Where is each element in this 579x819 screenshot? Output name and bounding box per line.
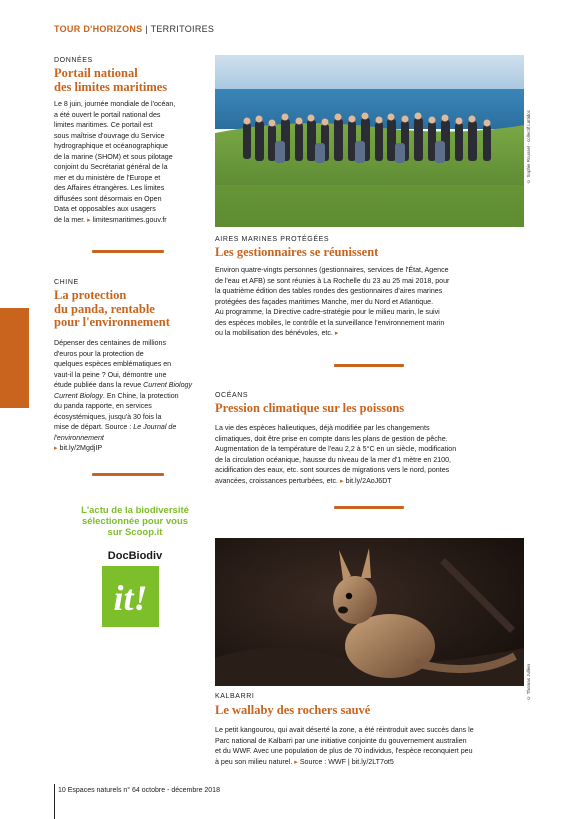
- divider: [334, 364, 404, 367]
- body-line: sous maîtrise d'ouvrage du Service: [54, 131, 165, 140]
- body-line: des espèces mobiles, le contrôle et la surveillance l'environnement marin: [215, 318, 445, 327]
- body-line: du panda rapporte, en services: [54, 402, 152, 410]
- body-line: mer et du ministère de l'Europe et: [54, 173, 161, 182]
- body-line: [54, 443, 206, 454]
- divider: [92, 250, 164, 253]
- side-tab: [0, 308, 29, 408]
- arrow-icon: ▸: [334, 329, 339, 337]
- arrow-icon: ▸: [87, 215, 91, 224]
- photo-credit: © Sophie Roussel - collectif Lattidoc: [526, 110, 531, 184]
- arrow-icon: ▸: [54, 444, 58, 452]
- body-line: de la marine (SHOM) et sous pilotage: [54, 152, 173, 161]
- kicker-oceans: OCÉANS: [215, 392, 249, 399]
- body-line: protégées des façades maritimes Manche, mer du Nord et Atlantique.: [215, 297, 434, 306]
- source-label: Source : WWF: [299, 757, 346, 766]
- footer-text: Espaces naturels n° 64 octobre - décembre 2018: [67, 787, 220, 794]
- headline-gestionnaires: Les gestionnaires se réunissent: [215, 245, 379, 259]
- body-portail: [54, 99, 206, 225]
- link-panda[interactable]: bit.ly/2MgdjIP: [59, 444, 103, 452]
- body-line: d'euros pour la protection de: [54, 349, 144, 358]
- body-line: hydrographique et océanographique: [54, 142, 168, 150]
- body-line: et du WWF. Avec une population de plus de 70 individus, l'espèce reconquiert peu: [215, 747, 473, 755]
- body-line: Le petit kangourou, qui avait déserté la zone, a été réintroduit avec succès dans le: [215, 726, 474, 734]
- body-panda: [54, 338, 206, 454]
- promo-line: sur Scoop.it: [107, 527, 163, 538]
- divider: [92, 473, 164, 476]
- body-line: Augmentation de la température de l'eau 2,2 à 5°C en un siècle, modification: [215, 445, 457, 453]
- body-line: diffusées sont désormais en Open: [54, 194, 162, 203]
- subsection-title: TERRITOIRES: [150, 24, 215, 34]
- body-line: de l'eau et AFB) se sont réunies à La Rochelle du 23 au 25 mai 2018, pour: [215, 276, 450, 285]
- arrow-icon: ▸: [340, 476, 344, 485]
- link-limites-maritimes[interactable]: limitesmaritimes.gouv.fr: [92, 215, 167, 224]
- headline-poissons: Pression climatique sur les poissons: [215, 401, 405, 415]
- body-line: conjoint du Secrétariat général de la: [54, 163, 168, 171]
- body-line: Parc national de Kalbarri par une initiative conjointe du gouvernement australien: [215, 736, 467, 745]
- kicker-kalbarri: KALBARRI: [215, 693, 255, 700]
- link-wallaby[interactable]: bit.ly/2LT7ot5: [351, 757, 394, 766]
- body-line: ou la mobilisation des bénévoles, etc. ▸: [215, 329, 339, 337]
- body-line: écosystémiques, jusqu'à 30 fois la: [54, 412, 162, 421]
- headline-line: des limites maritimes: [54, 79, 168, 94]
- scoopit-logo[interactable]: [102, 566, 159, 627]
- body-line: avancées, croissances perturbées, etc. ▸ bit.ly/2AoJ6DT: [215, 476, 392, 485]
- body-line: Le 8 juin, journée mondiale de l'océan,: [54, 100, 176, 108]
- body-line: Au programme, la Directive cadre-stratégie pour le milieu marin, le suivi: [215, 308, 440, 316]
- group-photo: [215, 55, 524, 227]
- body-wallaby: [215, 725, 525, 767]
- body-line: mise de départ. Source : Le Journal de l'environnement: [54, 423, 177, 442]
- body-line: quelques espèces emblématiques en: [54, 360, 172, 368]
- kicker-donnees: DONNÉES: [54, 57, 93, 64]
- page-number: 10: [58, 787, 66, 794]
- page-header: [54, 24, 214, 34]
- headline-panda: [54, 289, 214, 330]
- body-line: acidification des eaux, etc. sont sources de migrations vers le nord, pontes: [215, 466, 450, 474]
- body-line: à peu son milieu naturel. ▸ Source : WWF | bit.ly/2LT7ot5: [215, 757, 394, 766]
- body-line: climatiques, doit être prise en compte dans les plans de gestion de pêche.: [215, 434, 448, 443]
- body-line: Current Biology. En Chine, la protection: [54, 391, 179, 400]
- body-line: de la mer. ▸ limitesmaritimes.gouv.fr: [54, 215, 167, 224]
- body-line: Environ quatre-vingts personnes (gestionnaires, services de l'État, Agence: [215, 266, 449, 274]
- headline-portail: [54, 67, 214, 94]
- body-line: Data et opposables aux usagers: [54, 205, 156, 213]
- kicker-chine: CHINE: [54, 279, 79, 286]
- scoop-promo-text: [70, 505, 200, 538]
- wallaby-photo: [215, 538, 524, 686]
- body-line: Dépenser des centaines de millions: [54, 339, 166, 347]
- promo-line: L'actu de la biodiversité: [81, 505, 189, 516]
- body-line: la quatrième édition des tables rondes des gestionnaires d'aires marines: [215, 287, 443, 295]
- logo-text: it!: [113, 578, 148, 618]
- docbiodiv-brand[interactable]: DocBiodiv: [107, 550, 163, 562]
- source-name: Le Journal de l'environnement: [54, 423, 177, 442]
- arrow-icon: ▸: [294, 757, 298, 766]
- divider: [334, 506, 404, 509]
- headline-line: La protection: [54, 288, 127, 302]
- footer-divider: [54, 784, 55, 819]
- body-gestionnaires: [215, 265, 525, 339]
- body-line: a été ouvert le portail national des: [54, 110, 161, 119]
- body-line: vaut-il la peine ? Oui, démontre une: [54, 370, 167, 379]
- headline-line: pour l'environnement: [54, 315, 170, 329]
- headline-line: Portail national: [54, 66, 138, 80]
- body-line: limites maritimes. Ce portail est: [54, 121, 153, 129]
- page-footer: [58, 787, 220, 794]
- section-title: TOUR D'HORIZONS: [54, 24, 143, 34]
- body-line: des Affaires étrangères. Les limites: [54, 184, 165, 192]
- body-poissons: [215, 423, 525, 486]
- section-separator: |: [145, 24, 151, 34]
- promo-line: sélectionnée pour vous: [81, 516, 189, 527]
- headline-wallaby: Le wallaby des rochers sauvé: [215, 703, 371, 717]
- journal-name: Current Biology: [143, 381, 193, 389]
- body-line: de la circulation océanique, hausse du niveau de la mer d'1 mètre en 2100,: [215, 455, 451, 464]
- kicker-aires-marines: AIRES MARINES PROTÉGÉES: [215, 236, 330, 243]
- body-line: La vie des espèces halieutiques, déjà modifiée par les changements: [215, 424, 430, 432]
- photo-credit: © Thomas Jullien: [526, 664, 531, 701]
- body-line: étude publiée dans la revue Current Biology: [54, 381, 193, 389]
- headline-line: du panda, rentable: [54, 301, 155, 316]
- link-poissons[interactable]: bit.ly/2AoJ6DT: [345, 476, 392, 485]
